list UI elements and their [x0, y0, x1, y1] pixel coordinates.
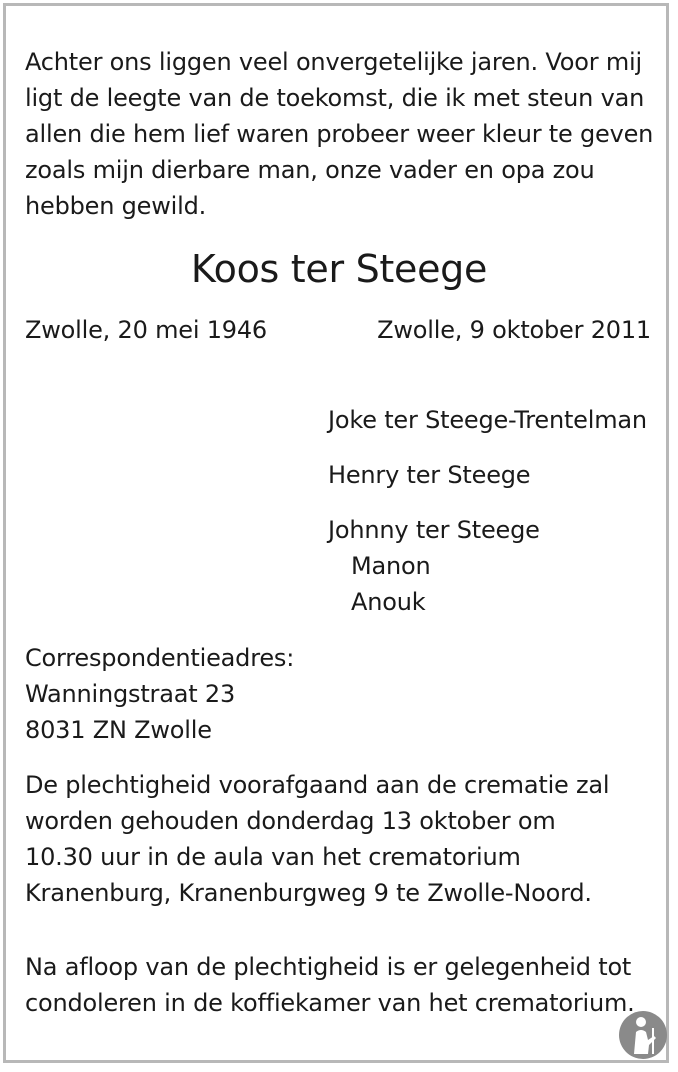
death-date: Zwolle, 9 oktober 2011	[377, 316, 651, 344]
family-spouse: Joke ter Steege-Trentelman	[328, 406, 647, 434]
condolence-line: condoleren in de koffiekamer van het crematorium.	[25, 989, 635, 1017]
intro-line: ligt de leegte van de toekomst, die ik met steun van	[25, 84, 645, 112]
intro-line: Achter ons liggen veel onvergetelijke jaren. Voor mij	[25, 48, 642, 76]
condolence-line: Na afloop van de plechtigheid is er gelegenheid tot	[25, 953, 632, 981]
birth-date: Zwolle, 20 mei 1946	[25, 316, 268, 344]
address-city: 8031 ZN Zwolle	[25, 716, 212, 744]
intro-line: hebben gewild.	[25, 192, 207, 220]
deceased-name: Koos ter Steege	[190, 247, 488, 291]
family-son-henry: Henry ter Steege	[328, 461, 531, 489]
correspondence-address	[25, 640, 294, 748]
intro-line: zoals mijn dierbare man, onze vader en opa zou	[25, 156, 595, 184]
ceremony-line: De plechtigheid voorafgaand aan de crematie zal	[25, 771, 610, 799]
condolence-paragraph	[25, 949, 635, 1021]
correspondence-label: Correspondentieadres:	[25, 644, 295, 672]
intro-paragraph	[25, 44, 653, 224]
address-street: Wanningstraat 23	[25, 680, 236, 708]
ceremony-line: 10.30 uur in de aula van het crematorium	[25, 843, 521, 871]
ceremony-line: worden gehouden donderdag 13 oktober om	[25, 807, 556, 835]
family-grandchild: Manon	[351, 552, 431, 580]
ceremony-paragraph	[25, 767, 609, 911]
memorial-figure-icon	[618, 1010, 668, 1060]
family-grandchild: Anouk	[351, 588, 426, 616]
intro-line: allen die hem lief waren probeer weer kleur te geven	[25, 120, 654, 148]
family-son-johnny: Johnny ter Steege	[328, 516, 540, 544]
ceremony-line: Kranenburg, Kranenburgweg 9 te Zwolle-Noord.	[25, 879, 592, 907]
